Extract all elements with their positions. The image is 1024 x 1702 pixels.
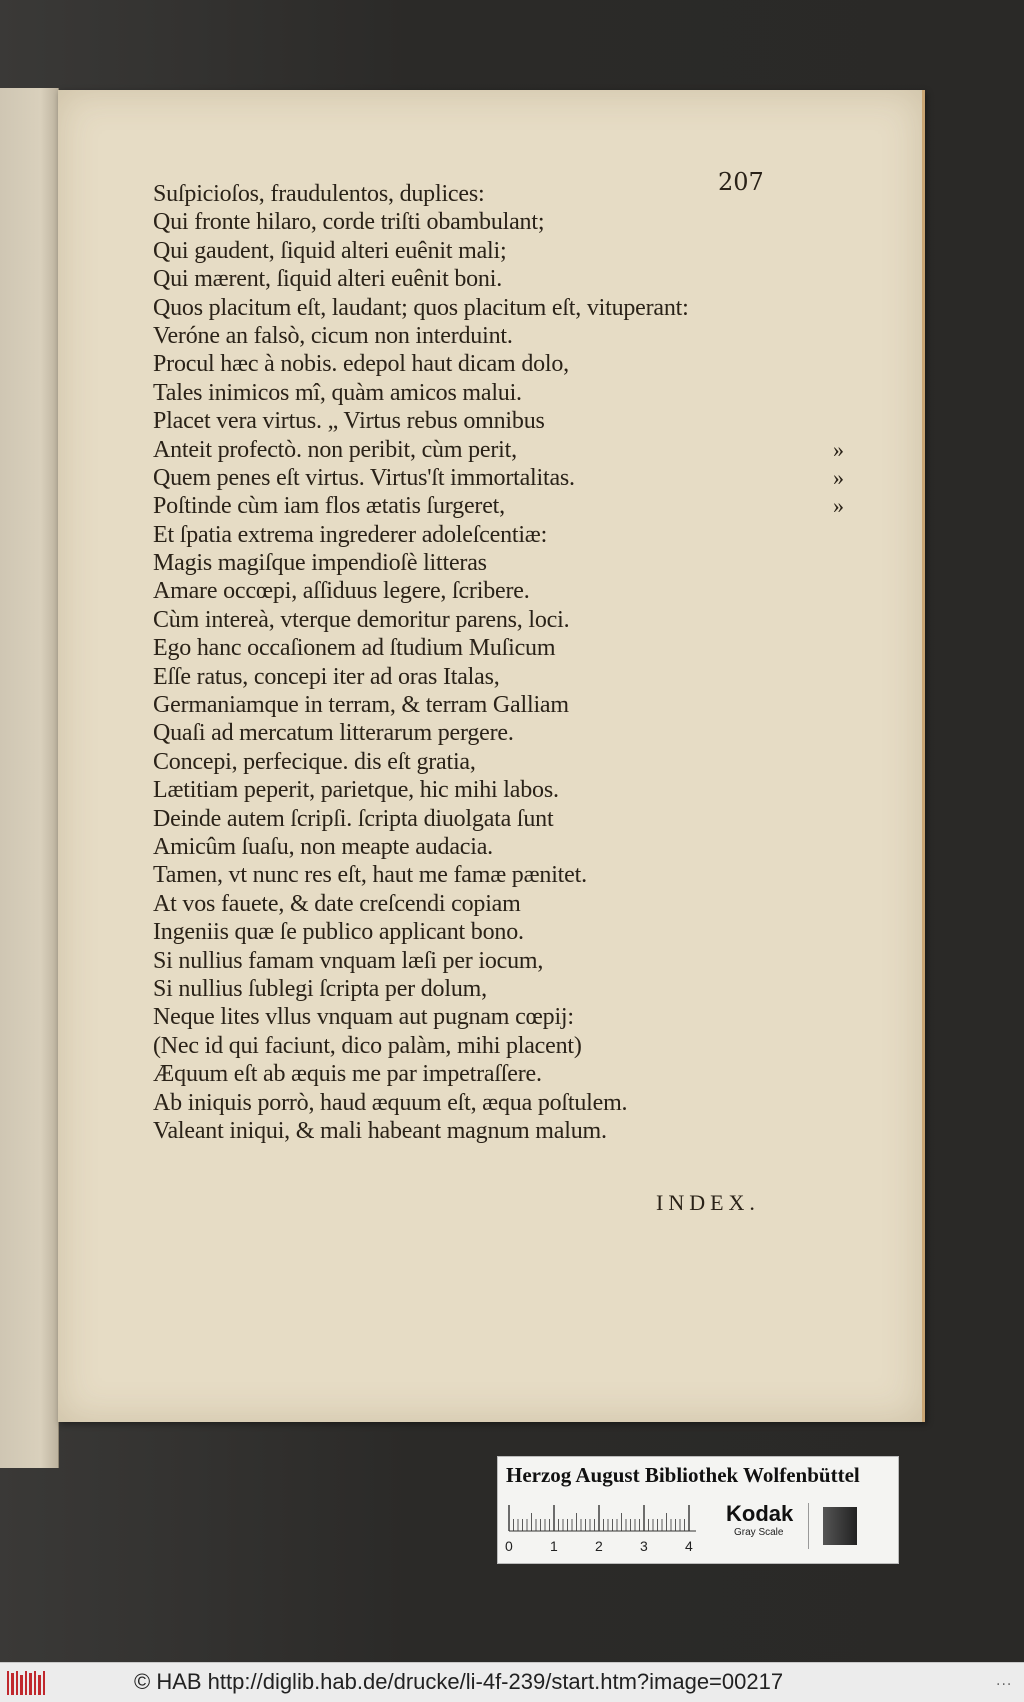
verse-line: At vos fauete, & date creſcendi copiam: [153, 890, 521, 917]
copyright-url-text[interactable]: © HAB http://diglib.hab.de/drucke/li-4f-239/start.htm?image=00217: [134, 1669, 784, 1694]
marginal-quote-mark: »: [833, 464, 844, 490]
verse-line: Eſſe ratus, concepi iter ad oras Italas,: [153, 663, 500, 690]
ruler-number: 3: [640, 1538, 648, 1554]
verse-line: Si nullius ſublegi ſcripta per dolum,: [153, 975, 487, 1002]
verse-line: Veróne an falsò, cicum non interduint.: [153, 322, 513, 349]
footer-bar: [0, 1662, 1024, 1702]
library-color-card: [497, 1456, 899, 1564]
book-page: [58, 90, 925, 1422]
measurement-ruler: [506, 1499, 706, 1559]
verse-line: Quaſi ad mercatum litterarum pergere.: [153, 720, 514, 747]
verse-line: Suſpicioſos, fraudulentos, duplices:: [153, 181, 485, 207]
verse-line: Procul hæc à nobis. edepol haut dicam dolo,: [153, 351, 569, 378]
more-icon[interactable]: ...: [996, 1673, 1013, 1689]
ruler-number: 0: [505, 1538, 513, 1554]
verse-line: Concepi, perfecique. dis eſt gratia,: [153, 748, 476, 775]
facing-page-edge: [0, 88, 59, 1468]
verse-line: Valeant iniqui, & mali habeant magnum malum.: [153, 1117, 607, 1144]
ruler-number: 4: [685, 1538, 693, 1554]
verse-line: Quem penes eſt virtus. Virtus'ſt immortalitas. »: [153, 464, 844, 491]
marginal-quote-mark: »: [833, 493, 844, 519]
verse-line: Tales inimicos mî, quàm amicos malui.: [153, 379, 522, 406]
verse-line: Amicûm ſuaſu, non meapte audacia.: [153, 833, 493, 860]
verse-line: Quos placitum eſt, laudant; quos placitum eſt, vituperant:: [153, 294, 689, 321]
page-number: 207: [718, 168, 764, 196]
catchword: INDEX.: [656, 1190, 760, 1215]
verse-line: Lætitiam peperit, parietque, hic mihi labos.: [153, 777, 559, 804]
verse-line: Poſtinde cùm iam flos ætatis ſurgeret, »: [153, 493, 844, 520]
verse-text-block: [153, 180, 844, 1145]
verse-line: Ab iniquis porrò, haud æquum eſt, æqua poſtulem.: [153, 1089, 628, 1116]
gray-scale-label: Gray Scale: [734, 1527, 784, 1538]
library-name: Herzog August Bibliothek Wolfenbüttel: [506, 1463, 860, 1487]
verse-line: Anteit profectò. non peribit, cùm perit, »: [153, 436, 844, 463]
verse-line: Si nullius famam vnquam læſi per iocum,: [153, 947, 544, 974]
verse-line: (Nec id qui faciunt, dico palàm, mihi placent): [153, 1032, 582, 1059]
ruler-number: 1: [550, 1538, 558, 1554]
verse-line: Ingeniis quæ ſe publico applicant bono.: [153, 919, 524, 946]
verse-line: Et ſpatia extrema ingrederer adoleſcentiæ:: [153, 521, 548, 548]
verse-line: Deinde autem ſcripſi. ſcripta diuolgata ſunt: [153, 805, 554, 832]
verse-line: Qui mærent, ſiquid alteri euênit boni.: [153, 266, 503, 293]
gray-scale-patch: [823, 1507, 857, 1545]
marginal-quote-mark: »: [833, 436, 844, 462]
verse-line: Neque lites vllus vnquam aut pugnam cœpij:: [153, 1004, 574, 1031]
verse-line: Cùm intereà, vterque demoritur parens, loci.: [153, 606, 570, 633]
kodak-logo: Kodak: [726, 1501, 794, 1526]
verse-line: Æquum eſt ab æquis me par impetraſſere.: [153, 1061, 542, 1088]
verse-line: Amare occœpi, aſſiduus legere, ſcribere.: [153, 578, 530, 605]
verse-line: Placet vera virtus. „ Virtus rebus omnibus: [153, 408, 545, 435]
verse-line: Qui gaudent, ſiquid alteri euênit mali;: [153, 237, 507, 264]
card-divider: [808, 1503, 809, 1549]
hab-logo-icon: [6, 1669, 46, 1697]
verse-line: Germaniamque in terram, & terram Galliam: [153, 692, 569, 719]
ruler-number: 2: [595, 1538, 603, 1554]
verse-line: Ego hanc occaſionem ad ſtudium Muſicum: [153, 635, 556, 662]
verse-line: Tamen, vt nunc res eſt, haut me famæ pænitet.: [153, 862, 587, 889]
verse-line: Qui fronte hilaro, corde triſti obambulant;: [153, 209, 545, 236]
verse-line: Magis magiſque impendioſè litteras: [153, 550, 487, 577]
